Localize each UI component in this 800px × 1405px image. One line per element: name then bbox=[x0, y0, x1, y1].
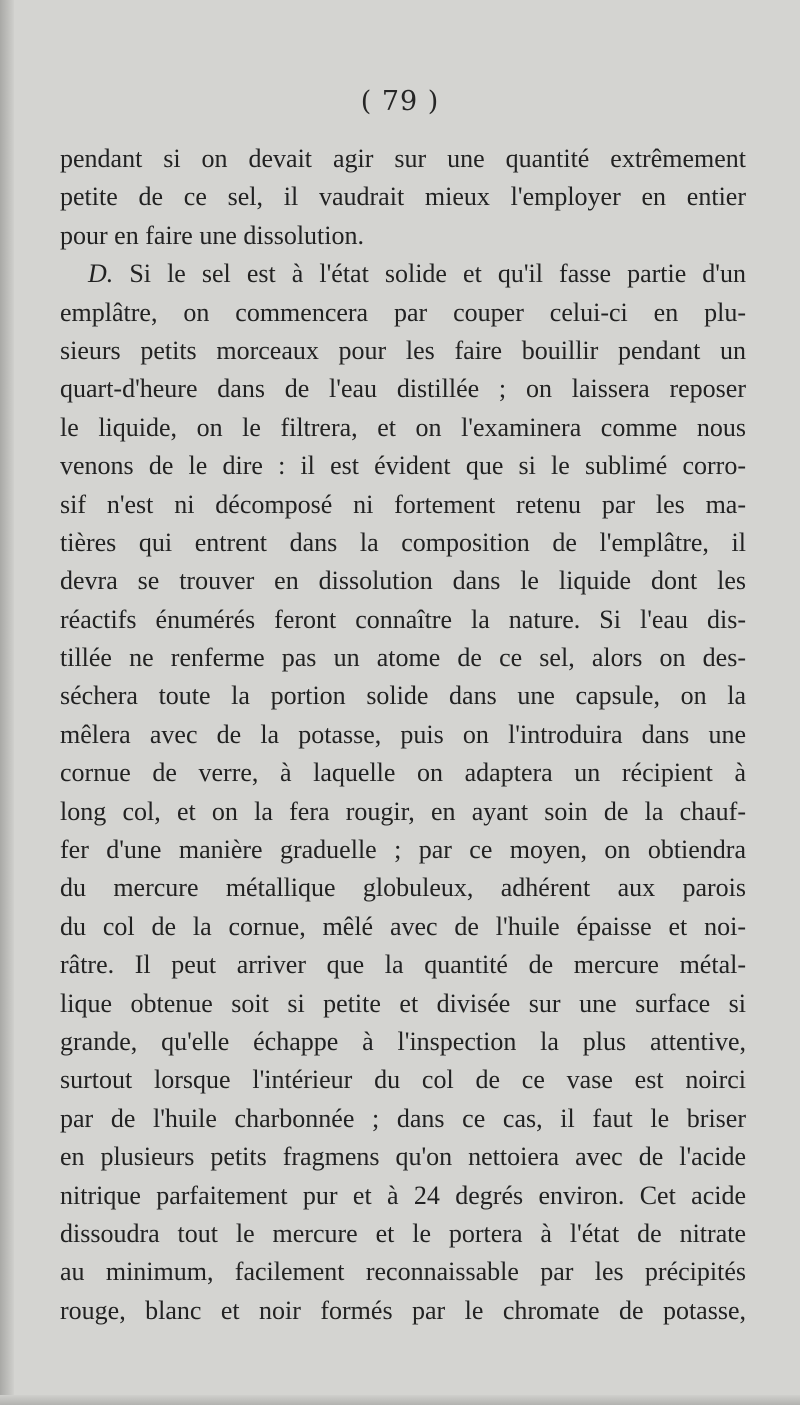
paragraph-start-line bbox=[60, 255, 746, 293]
text-line: pendant si on devait agir sur une quantité extrêmement bbox=[60, 144, 746, 173]
page-bottom-edge bbox=[0, 1395, 800, 1405]
text-line: le liquide, on le filtrera, et on l'examinera comme nous bbox=[60, 412, 746, 442]
text-line: tillée ne renferme pas un atome de ce sel, alors on des- bbox=[60, 643, 746, 673]
text-line: réactifs énumérés feront connaître la nature. Si l'eau dis- bbox=[60, 604, 746, 634]
text-line: du mercure métallique globuleux, adhérent aux parois bbox=[60, 873, 746, 903]
text-line: mêlera avec de la potasse, puis on l'introduira dans une bbox=[60, 719, 746, 749]
text-line: grande, qu'elle échappe à l'inspection la plus attentive, bbox=[60, 1026, 746, 1056]
page-gutter-shadow bbox=[0, 0, 14, 1405]
text-line: emplâtre, on commencera par couper celui-ci en plu- bbox=[60, 297, 746, 327]
text-line: sif n'est ni décomposé ni fortement retenu par les ma- bbox=[60, 489, 746, 519]
text-line: cornue de verre, à laquelle on adaptera un récipient à bbox=[60, 758, 746, 788]
text-line: long col, et on la fera rougir, en ayant soin de la chauf- bbox=[60, 796, 746, 826]
text-line: pour en faire une dissolution. bbox=[60, 220, 364, 250]
body-text bbox=[60, 140, 746, 1330]
text-line: râtre. Il peut arriver que la quantité de mercure métal- bbox=[60, 950, 746, 980]
text-line: rouge, blanc et noir formés par le chromate de potasse, bbox=[60, 1295, 746, 1325]
text-line: lique obtenue soit si petite et divisée sur une surface si bbox=[60, 988, 746, 1018]
text-line: tières qui entrent dans la composition de l'emplâtre, il bbox=[60, 527, 746, 557]
section-marker: D. bbox=[88, 259, 114, 289]
page-number: ( 79 ) bbox=[360, 86, 440, 117]
text-line: en plusieurs petits fragmens qu'on nettoiera avec de l'acide bbox=[60, 1142, 746, 1172]
text-line: quart-d'heure dans de l'eau distillée ; on laissera reposer bbox=[60, 374, 746, 404]
text-line: du col de la cornue, mêlé avec de l'huile épaisse et noi- bbox=[60, 911, 746, 941]
text-line: nitrique parfaitement pur et à 24 degrés environ. Cet acide bbox=[60, 1180, 746, 1210]
text-line: au minimum, facilement reconnaissable par les précipités bbox=[60, 1257, 746, 1287]
text-line: sieurs petits morceaux pour les faire bouillir pendant un bbox=[60, 335, 746, 365]
text-line: devra se trouver en dissolution dans le liquide dont les bbox=[60, 566, 746, 596]
text-line: fer d'une manière graduelle ; par ce moyen, on obtiendra bbox=[60, 835, 746, 865]
text-line: venons de le dire : il est évident que si le sublimé corro- bbox=[60, 451, 746, 481]
text-line: par de l'huile charbonnée ; dans ce cas, il faut le briser bbox=[60, 1103, 746, 1133]
text-line: surtout lorsque l'intérieur du col de ce vase est noirci bbox=[60, 1065, 746, 1095]
text-line: séchera toute la portion solide dans une capsule, on la bbox=[60, 681, 746, 711]
text-line-content: Si le sel est à l'état solide et qu'il fasse partie d'un bbox=[129, 259, 746, 289]
text-line: dissoudra tout le mercure et le portera à l'état de nitrate bbox=[60, 1218, 746, 1248]
text-line: petite de ce sel, il vaudrait mieux l'employer en entier bbox=[60, 182, 746, 212]
